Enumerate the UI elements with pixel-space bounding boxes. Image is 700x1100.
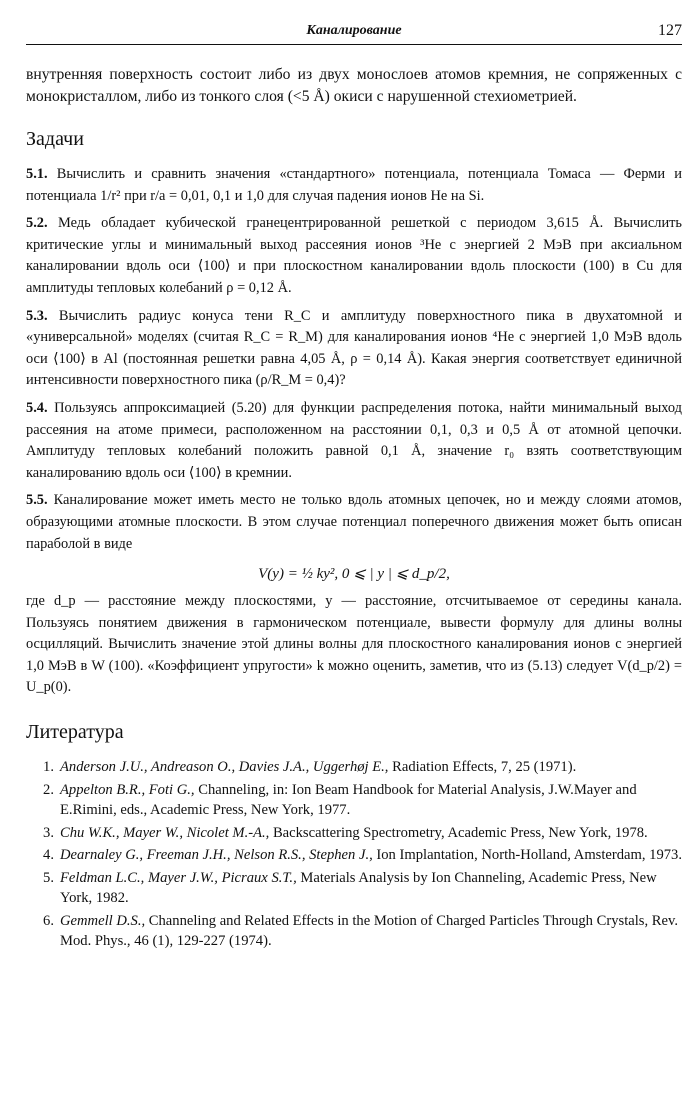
reference-number: 1. [43, 759, 54, 776]
reference-number: 6. [43, 912, 54, 929]
references-list [26, 757, 682, 952]
reference-details: Channeling and Related Effects in the Motion of Charged Particles Through Crystals, Rev. Mod. Phys., 46 (1), 129-227 (1974). [60, 912, 678, 950]
references-heading: Литература [26, 721, 124, 744]
problem-item [26, 306, 682, 392]
problem-continuation: где d_p — расстояние между плоскостями, y — расстояние, отсчитываемое от середины канала. Пользуясь понятием движения в гармоническом потенциале, вывести формулу для длины волны осцилляций. Вычислить значение этой длины волны для плоскостного каналирования ионов с энергией 1,0 МэВ в W (100). «Коэффициент упругости» k можно оценить, заметив, что из (5.13) следует V(d_p/2) = U_p(0). [26, 593, 682, 696]
reference-authors: Appelton B.R., Foti G., [60, 781, 195, 798]
reference-number: 3. [43, 824, 54, 841]
reference-number: 4. [43, 847, 54, 864]
problems-heading: Задачи [26, 128, 84, 150]
problem-number: 5.3. [26, 307, 48, 324]
problem-number: 5.1. [26, 166, 48, 182]
running-title: Каналирование [306, 23, 402, 38]
problem-item [26, 164, 682, 207]
reference-details: Materials Analysis by Ion Channeling, Academic Press, New York, 1982. [60, 869, 657, 907]
problem-text: Медь обладает кубической гранецентрированной решеткой с периодом 3,615 Å. Вычислить критические углы и минимальный выход рассеяния ионов ³He с энергией 2 МэВ при аксиальном каналировании вдоль оси ⟨100⟩ и при плоскостном каналировании вдоль плоскости (100) в Cu для амплитуды тепловых колебаний ρ = 0,12 Å. [26, 215, 682, 296]
problem-text: Каналирование может иметь место не только вдоль атомных цепочек, но и между слоями атомов, образующими атомные плоскости. В этом случае потенциал поперечного движения может быть описан параболой в виде [26, 492, 682, 552]
reference-number: 2. [43, 781, 54, 798]
problem-item [26, 213, 682, 299]
reference-item [26, 780, 682, 821]
reference-details: Channeling, in: Ion Beam Handbook for Material Analysis, J.W.Mayer and E.Rimini, eds., Academic Press, New York, 1977. [60, 781, 637, 819]
problem-number: 5.2. [26, 215, 48, 232]
reference-authors: Feldman L.C., Mayer J.W., Picraux S.T., [60, 869, 297, 886]
reference-details: Ion Implantation, North-Holland, Amsterdam, 1973. [372, 847, 683, 864]
reference-authors: Gemmell D.S., [60, 912, 146, 929]
problem-text: Пользуясь аппроксимацией (5.20) для функции распределения потока, найти минимальный выход рассеяния на атоме примеси, расположенном на расстоянии 0,1, 0,3 и 0,5 Å от атомной цепочки. Амплитуду тепловых колебаний положить равной 0,1 Å, значение r₀ взять соответствующим каналированию вдоль оси ⟨100⟩ в кремнии. [26, 399, 682, 481]
problem-text: Вычислить радиус конуса тени R_C и амплитуду поверхностного пика в двухатомной и «универсальной» моделях (считая R_C = R_M) для каналирования ионов ⁴He с энергией 1,0 МэВ вдоль оси ⟨100⟩ в Al (постоянная решетки равна 4,05 Å, ρ = 0,14 Å). Какая энергия соответствует единичной интенсивности поверхностного пика (ρ/R_M = 0,4)? [26, 307, 682, 389]
page-body [26, 64, 682, 954]
reference-item [26, 757, 682, 778]
reference-number: 5. [43, 869, 54, 886]
reference-details: Radiation Effects, 7, 25 (1971). [388, 759, 577, 776]
reference-item [26, 823, 682, 844]
page-number: 127 [658, 22, 682, 39]
problem-item [26, 490, 682, 555]
reference-authors: Anderson J.U., Andreason O., Davies J.A., Uggerhøj E., [60, 759, 389, 776]
intro-paragraph: внутренняя поверхность состоит либо из двух монослоев атомов кремния, не сопряженных с монокристаллом, либо из тонкого слоя (<5 Å) окиси с нарушенной стехиометрией. [26, 66, 682, 105]
problem-number: 5.4. [26, 399, 48, 416]
reference-authors: Chu W.K., Mayer W., Nicolet M.-A., [60, 824, 270, 841]
reference-details: Backscattering Spectrometry, Academic Press, New York, 1978. [269, 824, 648, 841]
reference-item [26, 868, 682, 909]
parabolic-potential-formula: V(y) = ½ ky², 0 ⩽ | y | ⩽ d_p/2, [258, 566, 450, 583]
reference-item [26, 911, 682, 952]
reference-authors: Dearnaley G., Freeman J.H., Nelson R.S., Stephen J., [60, 847, 373, 864]
reference-item [26, 845, 682, 866]
problem-item [26, 398, 682, 484]
problem-number: 5.5. [26, 492, 48, 509]
problem-text: Вычислить и сравнить значения «стандартного» потенциала, потенциала Томаса — Ферми и потенциала 1/r² при r/a = 0,01, 0,1 и 1,0 для случая падения ионов He на Si. [26, 166, 682, 204]
running-header [26, 22, 682, 45]
